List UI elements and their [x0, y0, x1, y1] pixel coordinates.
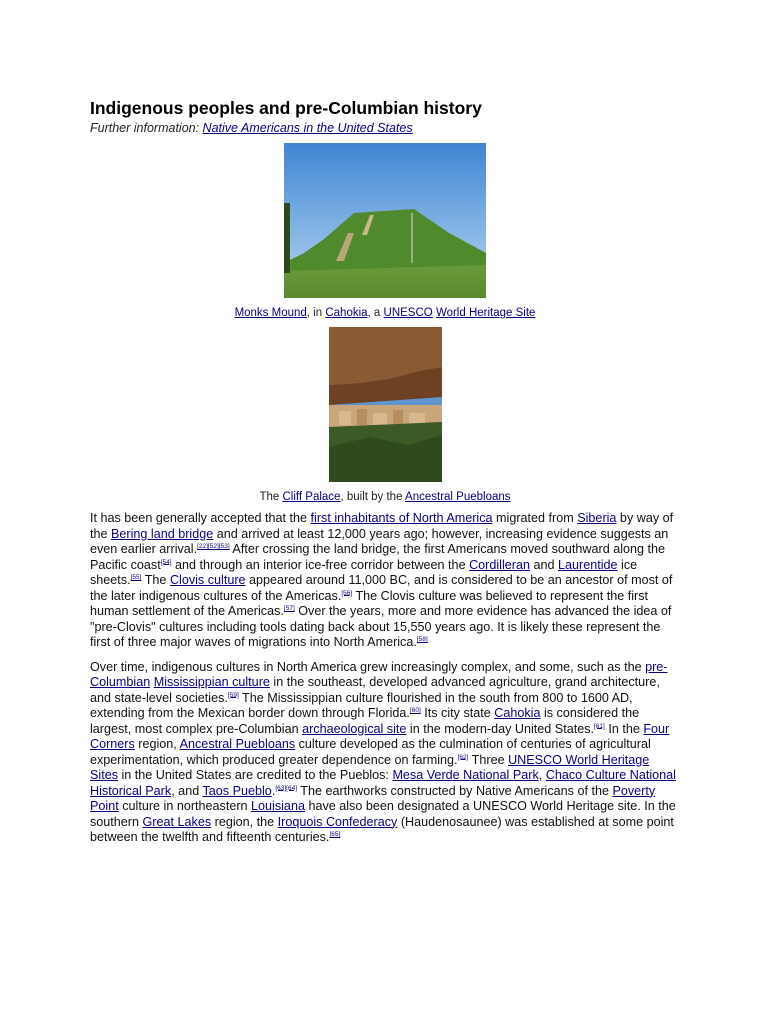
- monks-mound-image: [284, 143, 486, 298]
- inline-link[interactable]: Great Lakes: [142, 814, 212, 829]
- text-run: In the: [604, 721, 644, 736]
- inline-link[interactable]: UNESCO: [383, 307, 433, 319]
- text-run: region, the: [211, 814, 278, 829]
- inline-link[interactable]: first inhabitants of North America: [310, 511, 493, 525]
- text-run: appeared around 11,000 BC, and is considered to be an ancestor of most of the later indigenous cultures of the Americas.: [90, 573, 673, 603]
- inline-link[interactable]: UNESCO World Heritage Sites: [90, 752, 650, 782]
- paragraph-1: [90, 511, 680, 651]
- text-run: (Haudenosaunee) was established at some point between the twelfth and fifteenth centuries.: [90, 814, 674, 844]
- text-run: The Mississippian culture flourished in the south from 800 to 1600 AD, extending from the Mexican border down through Florida.: [90, 690, 633, 720]
- citation: [417, 636, 428, 643]
- text-run: The: [141, 573, 170, 587]
- citation: [410, 707, 421, 714]
- text-run: Over time, indigenous cultures in North America grew increasingly complex, and some, such as the: [90, 659, 646, 674]
- text-run: is considered the largest, most complex pre-Columbian: [90, 706, 640, 736]
- text-run: in the southeast, developed advanced agriculture, grand architecture, and state-level societies.: [90, 675, 660, 705]
- inline-link[interactable]: Chaco Culture National Historical Park: [90, 768, 676, 798]
- figure-monks-mound: [90, 143, 680, 321]
- inline-link[interactable]: Louisiana: [251, 799, 305, 813]
- citation-link[interactable]: [54]: [160, 558, 172, 566]
- article-section: [90, 96, 680, 855]
- cliff-palace-image: [329, 327, 442, 482]
- inline-link[interactable]: Cordilleran: [469, 557, 530, 572]
- figure-cliff-palace: [90, 327, 680, 505]
- citation-link[interactable]: [57]: [283, 604, 295, 612]
- citation-link[interactable]: [55]: [130, 573, 142, 581]
- text-run: and through an interior ice-free corridor between the: [171, 557, 470, 572]
- inline-link[interactable]: Taos Pueblo: [202, 783, 272, 798]
- text-run: Its city state: [420, 706, 495, 720]
- citation: [329, 831, 340, 838]
- citation-link[interactable]: [60]: [409, 706, 421, 714]
- text-run: migrated from: [492, 511, 578, 525]
- inline-link[interactable]: Ancestral Puebloans: [405, 491, 511, 503]
- citation: [161, 558, 172, 565]
- text-run: ,: [538, 768, 546, 782]
- section-heading: Indigenous peoples and pre-Columbian history: [90, 98, 482, 118]
- text-run: After crossing the land bridge, the first Americans moved southward along the Pacific coast: [90, 542, 666, 572]
- text-run: , a: [367, 307, 384, 319]
- text-run: have also been designated a UNESCO World Heritage site. In the southern: [90, 799, 676, 829]
- citation: [341, 589, 352, 596]
- inline-link[interactable]: Four Corners: [90, 721, 670, 751]
- further-link[interactable]: Native Americans in the United States: [202, 121, 413, 135]
- citation: [197, 543, 230, 550]
- text-run: , built by the: [340, 491, 406, 503]
- text-run: Three: [468, 752, 509, 767]
- text-run: , and: [171, 783, 203, 798]
- text-run: and arrived at least 12,000 years ago; however, increasing evidence suggests an even earlier arrival.: [90, 526, 669, 556]
- inline-link[interactable]: Mesa Verde National Park: [392, 768, 539, 782]
- inline-link[interactable]: Laurentide: [558, 557, 618, 572]
- citation-link[interactable]: [56]: [341, 589, 353, 597]
- inline-link[interactable]: Poverty Point: [90, 783, 656, 813]
- inline-link[interactable]: Cahokia: [494, 706, 541, 720]
- figure-caption-1: [90, 306, 680, 321]
- text-run: and: [529, 557, 558, 572]
- inline-link[interactable]: World Heritage Site: [435, 307, 536, 319]
- citation-link[interactable]: [58]: [416, 635, 428, 643]
- text-run: , in: [306, 307, 326, 319]
- citation-link[interactable]: [62]: [457, 753, 469, 761]
- inline-link[interactable]: Cliff Palace: [282, 491, 341, 503]
- inline-link[interactable]: Mississippian culture: [153, 675, 270, 689]
- text-run: in the United States are credited to the Pueblos:: [118, 768, 393, 782]
- paragraph-2: [90, 660, 680, 846]
- citation-link[interactable]: [59]: [227, 691, 239, 699]
- inline-link[interactable]: Ancestral Puebloans: [179, 737, 296, 751]
- inline-link[interactable]: Monks Mound: [234, 307, 307, 319]
- citation: [458, 753, 469, 760]
- inline-link[interactable]: Bering land bridge: [111, 526, 214, 541]
- citation-link[interactable]: [63][64]: [275, 784, 297, 792]
- citation: [275, 784, 297, 791]
- further-information: [90, 120, 680, 137]
- citation: [228, 691, 239, 698]
- citation-link[interactable]: [65]: [329, 830, 341, 838]
- text-run: .: [271, 783, 276, 798]
- citation: [594, 722, 605, 729]
- text-run: The earthworks constructed by Native Americans of the: [297, 783, 613, 798]
- text-run: It has been generally accepted that the: [90, 511, 311, 525]
- text-run: in the modern-day United States.: [406, 721, 594, 736]
- text-run: by way of the: [90, 511, 674, 541]
- text-run: Over the years, more and more evidence has advanced the idea of "pre-Clovis" cultures including tools dating back about 15,550 years ago. It is likely these represent the first of three major waves of migrations into North America.: [90, 604, 672, 649]
- citation-link[interactable]: [22][52][53]: [197, 542, 230, 550]
- text-run: The Clovis culture was believed to represent the first human settlement of the Americas.: [90, 588, 649, 618]
- inline-link[interactable]: pre-Columbian: [90, 659, 668, 689]
- citation-link[interactable]: [61]: [594, 722, 605, 730]
- text-run: culture developed as the culmination of centuries of agricultural experimentation, which produced greater dependence on farming.: [90, 737, 651, 767]
- inline-link[interactable]: Siberia: [577, 511, 617, 525]
- further-prefix: Further information:: [90, 121, 203, 135]
- text-run: The: [259, 491, 283, 503]
- inline-link[interactable]: Clovis culture: [169, 573, 246, 587]
- text-run: culture in northeastern: [118, 799, 252, 813]
- citation: [284, 605, 295, 612]
- inline-link[interactable]: Iroquois Confederacy: [277, 814, 398, 829]
- inline-link[interactable]: Cahokia: [325, 307, 368, 319]
- text-run: ice sheets.: [90, 557, 638, 587]
- text-run: region,: [134, 737, 180, 751]
- inline-link[interactable]: archaeological site: [302, 721, 407, 736]
- citation: [131, 574, 142, 581]
- figure-caption-2: [90, 490, 680, 505]
